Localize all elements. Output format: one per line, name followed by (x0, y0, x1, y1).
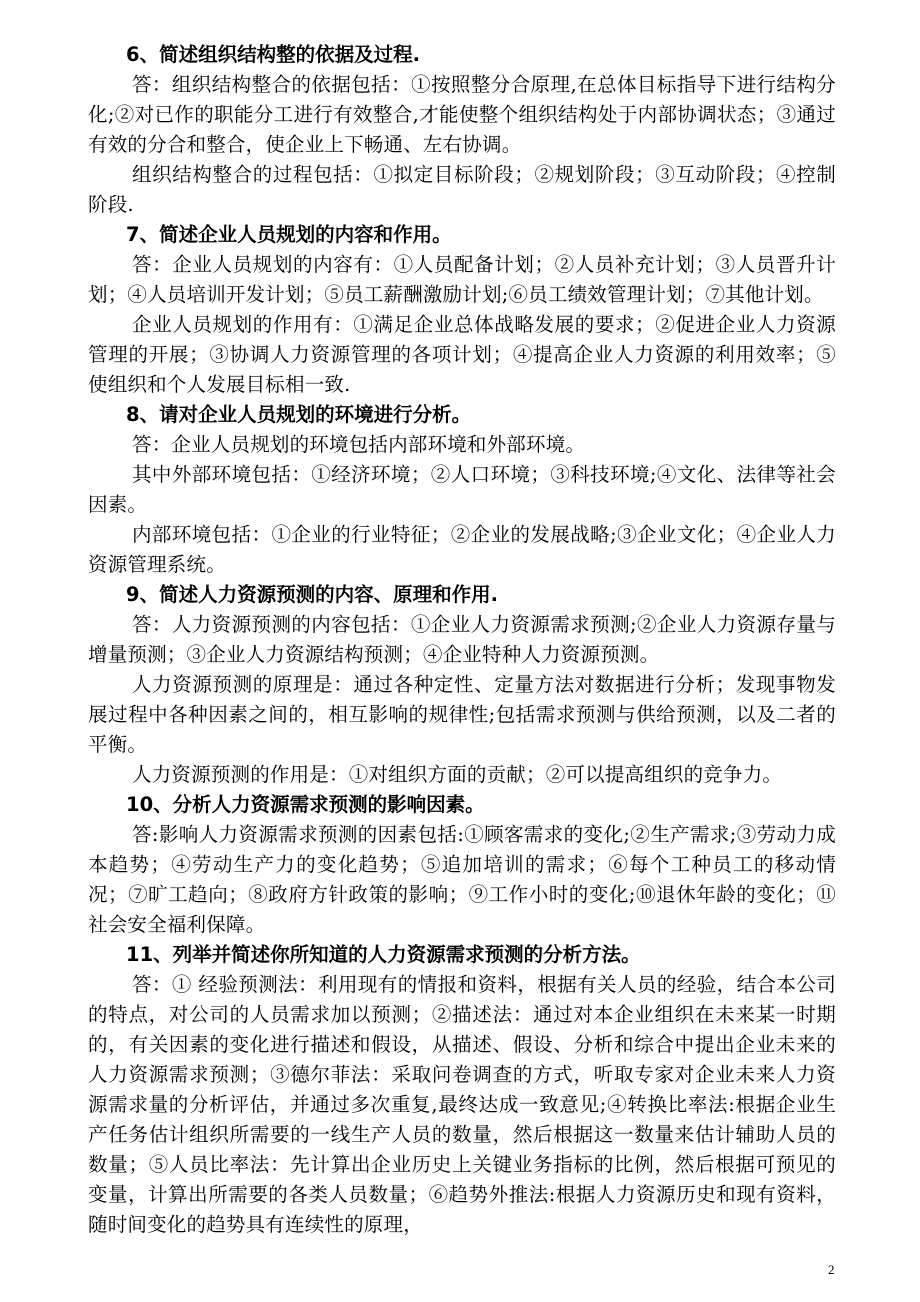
paragraph: 答：企业人员规划的内容有：①人员配备计划；②人员补充计划；③人员晋升计划；④人员培训开发计划；⑤员工薪酬激励计划;⑥员工绩效管理计划；⑦其他计划。 (88, 253, 836, 306)
paragraph: 答:影响人力资源需求预测的因素包括:①顾客需求的变化;②生产需求;③劳动力成本趋势；④劳动生产力的变化趋势；⑤追加培训的需求；⑥每个工种员工的移动情况；⑦旷工趋向；⑧政府方针政策的影响；⑨工作小时的变化;⑩退休年龄的变化；⑪社会安全福利保障。 (88, 823, 836, 936)
paragraph: 其中外部环境包括：①经济环境；②人口环境；③科技环境;④文化、法律等社会因素。 (88, 463, 836, 516)
page-number: 2 (828, 1262, 835, 1277)
paragraph: 内部环境包括：①企业的行业特征；②企业的发展战略;③企业文化；④企业人力资源管理系统。 (88, 523, 836, 576)
paragraph: 组织结构整合的过程包括：①拟定目标阶段；②规划阶段；③互动阶段；④控制阶段. (88, 163, 836, 216)
paragraph: 答：人力资源预测的内容包括：①企业人力资源需求预测;②企业人力资源存量与增量预测；③企业人力资源结构预测；④企业特种人力资源预测。 (88, 613, 836, 666)
section-heading: 11、列举并简述你所知道的人力资源需求预测的分析方法。 (126, 943, 641, 966)
paragraph: 人力资源预测的原理是：通过各种定性、定量方法对数据进行分析；发现事物发展过程中各种因素之间的，相互影响的规律性;包括需求预测与供给预测，以及二者的平衡。 (88, 673, 836, 756)
paragraph: 答：① 经验预测法：利用现有的情报和资料，根据有关人员的经验，结合本公司的特点，对公司的人员需求加以预测；②描述法：通过对本企业组织在未来某一时期的，有关因素的变化进行描述和假设，从描述、假设、分析和综合中提出企业未来的人力资源需求预测；③德尔菲法：采取问卷调查的方式，听取专家对企业未来人力资源需求量的分析评估，并通过多次重复,最终达成一致意见;④转换比率法:根据企业生产任务估计组织所需要的一线生产人员的数量，然后根据这一数量来估计辅助人员的数量；⑤人员比率法：先计算出企业历史上关键业务指标的比例，然后根据可预见的变量，计算出所需要的各类人员数量；⑥趋势外推法:根据人力资源历史和现有资料，随时间变化的趋势具有连续性的原理， (88, 973, 836, 1236)
document-page (88, 40, 836, 1240)
section-heading: 6、简述组织结构整的依据及过程. (126, 43, 420, 66)
paragraph: 答：组织结构整合的依据包括：①按照整分合原理,在总体目标指导下进行结构分化;②对已作的职能分工进行有效整合,才能使整个组织结构处于内部协调状态；③通过有效的分合和整合，使企业上下畅通、左右协调。 (88, 73, 836, 156)
section-heading: 8、请对企业人员规划的环境进行分析。 (126, 403, 472, 426)
paragraph: 企业人员规划的作用有：①满足企业总体战略发展的要求；②促进企业人力资源管理的开展；③协调人力资源管理的各项计划；④提高企业人力资源的利用效率；⑤使组织和个人发展目标相一致. (88, 313, 836, 396)
section-heading: 7、简述企业人员规划的内容和作用。 (126, 223, 452, 246)
section-heading: 9、简述人力资源预测的内容、原理和作用. (126, 583, 498, 606)
section-heading: 10、分析人力资源需求预测的影响因素。 (126, 793, 485, 816)
paragraph: 答：企业人员规划的环境包括内部环境和外部环境。 (132, 433, 586, 456)
paragraph: 人力资源预测的作用是：①对组织方面的贡献；②可以提高组织的竞争力。 (132, 763, 783, 786)
